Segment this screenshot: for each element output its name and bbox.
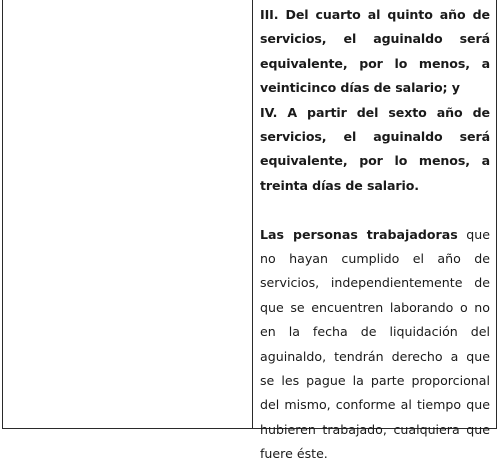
body-paragraph: [260, 223, 490, 467]
left-column-cell: [3, 0, 253, 428]
item-iii: III. Del cuarto al quinto año de servicios, el aguinaldo será equivalente, por lo menos, a veinticinco días de salario; y: [260, 7, 490, 96]
right-column-cell: [253, 0, 496, 462]
paragraph-rest: que no hayan cumplido el año de servicios, independientemente de que se encuentren laborando o no en la fecha de liquidación del aguinaldo, tendrán derecho a que se les pague la parte proporcional del mismo, conforme al tiempo que hubieren trabajado, cualquiera que fuere éste.: [260, 226, 491, 462]
blank-line: [260, 198, 490, 222]
item-iv: IV. A partir del sexto año de servicios, el aguinaldo será equivalente, por lo menos, a treinta días de salario.: [260, 104, 490, 193]
comparison-table: [2, 0, 497, 462]
paragraph-lead: Las personas trabajadoras: [260, 226, 458, 242]
